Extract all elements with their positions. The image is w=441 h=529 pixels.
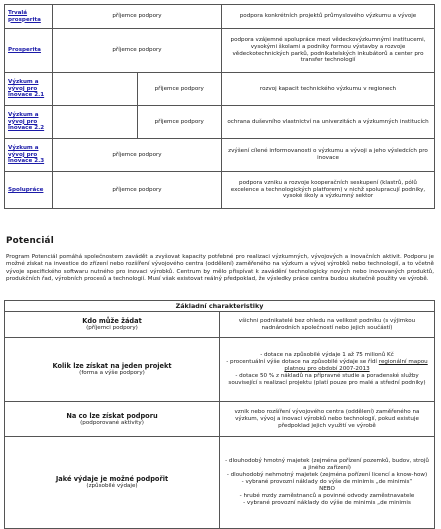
value-line: - dotace na způsobilé výdaje 1 až 75 milionů Kč [260, 352, 394, 358]
program-scope: příjemce podpory [53, 29, 222, 73]
row-question: Jaké výdaje je možné podpořit [55, 475, 169, 483]
row-label [5, 402, 220, 437]
program-scope: příjemce podpory [53, 5, 222, 29]
characteristics-row-what-for [5, 402, 435, 437]
program-link-spoluprace[interactable]: Spolupráce [8, 186, 44, 193]
program-row [5, 29, 435, 73]
program-scope: příjemce podpory [53, 139, 222, 172]
characteristics-row-how-much [5, 338, 435, 402]
section-intro: Program Potenciál pomáhá společnostem zavádět a zvyšovat kapacity potřebné pro realizaci výzkumných, vývojových a inovačních aktivit. Podporu je možné získat na investice do zřízení nebo rozšíření vývojového centra (oddělení) zaměřeného na výzkum a vývoj výrobků nebo technologií, a to včetně vývoje specifického softwaru nutného pro inovaci výrobků. Centrum by mělo přispívat k zavádění technologicky nových nebo inovovaných produktů, produkčních řad, výrobních procesů a technologií. Musí však existovat reálný předpoklad, že výsledky práce centra budou skutečně použity ve výrobě. [6, 254, 434, 283]
row-subtitle: (příjemci podpory) [86, 325, 138, 331]
value-text: - procentuální výše dotace na způsobilé výdaje se řídí [226, 359, 379, 365]
program-spacer-cell [53, 106, 138, 139]
value-line: vznik nebo rozšíření vývojového centra (oddělení) zaměřeného na výzkum, vývoj a inovaci výrobků nebo technologií, pokud existuje předpoklad jejich využití ve výrobě [234, 408, 420, 429]
row-question: Kdo může žádat [82, 317, 142, 325]
row-value [220, 312, 435, 338]
program-description: podpora vzájemné spolupráce mezi vědeckovýzkumnými institucemi, vysokými školami a podniky formou výstavby a rozvoje vědeckotechnických parků, podnikatelských inkubátorů a center pro transfer technologií [222, 29, 435, 73]
program-name-cell [5, 172, 53, 209]
characteristics-header: Základní charakteristiky [5, 301, 435, 312]
program-link-prosperita[interactable]: Prosperita [8, 47, 41, 54]
characteristics-table [4, 300, 435, 529]
row-value [220, 338, 435, 402]
program-row [5, 106, 435, 139]
value-line: - vybrané provozní náklady do výše de minimis „de minimis“ [241, 479, 413, 485]
program-link-vyzkum-2-2[interactable]: Výzkum a vývoj pro inovace 2.2 [8, 112, 45, 132]
program-row [5, 139, 435, 172]
program-row [5, 73, 435, 106]
program-scope: příjemce podpory [53, 172, 222, 209]
row-label [5, 437, 220, 529]
program-link-vyzkum-2-1[interactable]: Výzkum a vývoj pro inovace 2.1 [8, 79, 45, 99]
row-label [5, 312, 220, 338]
row-value [220, 437, 435, 529]
program-description: ochrana duševního vlastnictví na univerzitách a výzkumných institucích [222, 106, 435, 139]
program-name-cell [5, 139, 53, 172]
regional-map-link[interactable]: regionální mapou platnou pro období 2007-2013 [284, 359, 428, 372]
value-line: NEBO [319, 486, 335, 492]
program-name-cell [5, 106, 53, 139]
row-question: Kolik lze získat na jeden projekt [52, 362, 172, 370]
program-scope: příjemce podpory [137, 73, 222, 106]
program-description: rozvoj kapacit technického výzkumu v regionech [222, 73, 435, 106]
row-subtitle: (způsobilé výdaje) [86, 483, 138, 489]
program-name-cell [5, 73, 53, 106]
program-scope: příjemce podpory [137, 106, 222, 139]
program-name-cell [5, 29, 53, 73]
value-line: - vybrané provozní náklady do výše de minimis „de minimis [243, 500, 411, 506]
value-line: - dotace 50 % z nákladů na přípravné studie a poradenské služby související s realizací projektu (platí pouze pro malé a střední podniky) [228, 373, 426, 386]
row-subtitle: (podporované aktivity) [80, 419, 144, 426]
program-description: podpora vzniku a rozvoje kooperačních seskupení (klastrů, pólů excelence a technologických platforem) v nichž spolupracují podniky, vysoké školy a výzkumný sektor [222, 172, 435, 209]
row-subtitle: (forma a výše podpory) [79, 370, 145, 376]
section-title: Potenciál [6, 236, 54, 246]
characteristics-row-who [5, 312, 435, 338]
value-line: - dlouhodobý nehmotný majetek (zejména pořízení licencí a know-how) [226, 472, 428, 478]
value-line [223, 359, 431, 373]
program-spacer-cell [53, 73, 138, 106]
value-line: - hrubé mzdy zaměstnanců a povinné odvody zaměstnavatele [239, 493, 415, 499]
program-name-cell [5, 5, 53, 29]
row-value [220, 402, 435, 437]
characteristics-header-row [5, 301, 435, 312]
program-link-vyzkum-2-3[interactable]: Výzkum a vývoj pro inovace 2.3 [8, 145, 45, 165]
program-description: zvýšení cílené informovanosti o výzkumu a vývoji a jeho výsledcích pro inovace [222, 139, 435, 172]
program-row [5, 5, 435, 29]
value-line: - dlouhodobý hmotný majetek (zejména pořízení pozemků, budov, strojů a jiného zařízení) [225, 458, 429, 471]
program-link-trvala-prosperita[interactable]: Trvalá prosperita [8, 9, 41, 23]
characteristics-row-costs [5, 437, 435, 529]
program-row [5, 172, 435, 209]
row-question: Na co lze získat podporu [66, 411, 158, 420]
program-description: podpora konkrétních projektů průmyslového výzkumu a vývoje [222, 5, 435, 29]
row-label [5, 338, 220, 402]
programs-table [4, 4, 435, 209]
value-line: všichni podnikatelé bez ohledu na velikost podniku (s výjimkou nadnárodních společností nebo jejich součástí) [238, 317, 416, 331]
